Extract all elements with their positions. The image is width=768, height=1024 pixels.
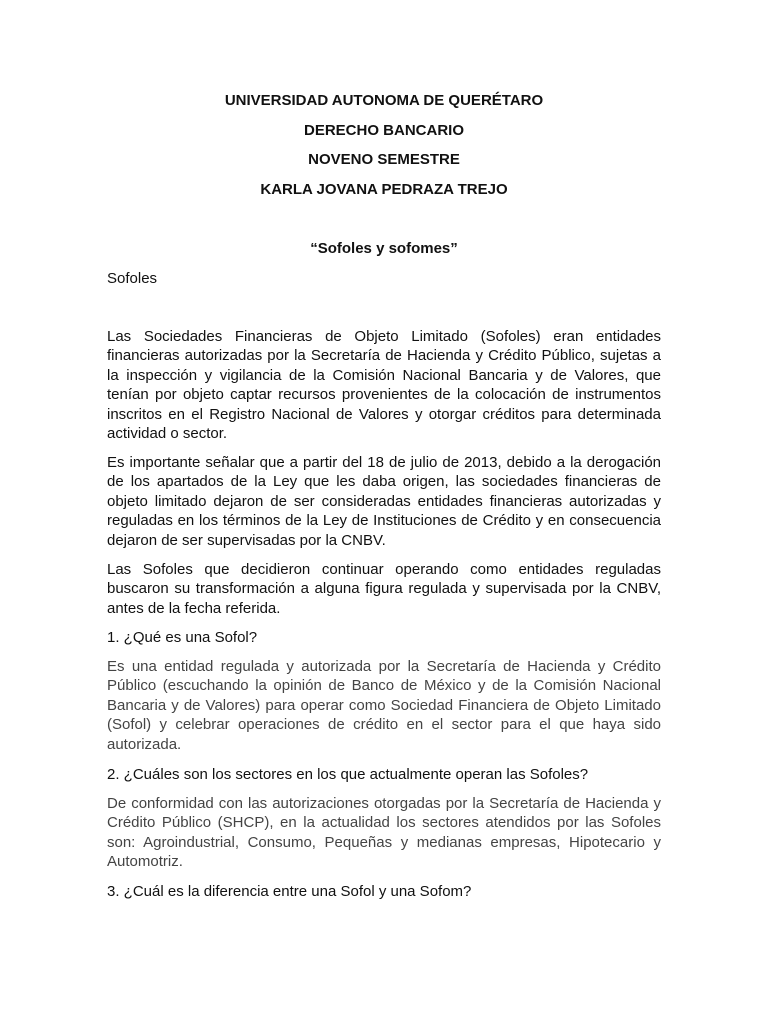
paragraph-1: Las Sociedades Financieras de Objeto Limitado (Sofoles) eran entidades financieras autorizadas por la Secretaría de Hacienda y Crédito Público, sujetas a la inspección y vigilancia de la Comisión Nacional Bancaria y de Valores, que tenían por objeto captar recursos provenientes de la colocación de instrumentos inscritos en el Registro Nacional de Valores y otorgar créditos para determinada actividad o sector. <box>107 328 661 443</box>
answer-1: Es una entidad regulada y autorizada por la Secretaría de Hacienda y Crédito Público (escuchando la opinión de Banco de México y de la Comisión Nacional Bancaria y de Valores) para operar como Sociedad Financiera de Objeto Limitado (Sofol) y celebrar operaciones de crédito en el sector para el que haya sido autorizada. <box>107 658 661 753</box>
author-name: KARLA JOVANA PEDRAZA TREJO <box>260 181 508 198</box>
paragraph-3: Las Sofoles que decidieron continuar operando como entidades reguladas buscaron su transformación a alguna figura regulada y supervisada por la CNBV, antes de la fecha referida. <box>107 561 661 617</box>
semester: NOVENO SEMESTRE <box>308 151 460 168</box>
section-heading: Sofoles <box>107 270 158 287</box>
question-2: 2. ¿Cuáles son los sectores en los que actualmente operan las Sofoles? <box>107 766 589 783</box>
question-3: 3. ¿Cuál es la diferencia entre una Sofol y una Sofom? <box>107 883 472 900</box>
paragraph-2: Es importante señalar que a partir del 18 de julio de 2013, debido a la derogación de los apartados de la Ley que les daba origen, las sociedades financieras de objeto limitado dejaron de ser consideradas entidades financieras autorizadas y reguladas en los términos de la Ley de Instituciones de Crédito y en consecuencia dejaron de ser supervisadas por la CNBV. <box>107 454 661 549</box>
question-1: 1. ¿Qué es una Sofol? <box>107 629 258 646</box>
university-name: UNIVERSIDAD AUTONOMA DE QUERÉTARO <box>224 92 544 109</box>
document-title: “Sofoles y sofomes” <box>310 240 458 257</box>
course-name: DERECHO BANCARIO <box>303 122 464 139</box>
answer-2: De conformidad con las autorizaciones otorgadas por la Secretaría de Hacienda y Crédito Público (SHCP), en la actualidad los sectores atendidos por las Sofoles son: Agroindustrial, Consumo, Pequeñas y medianas empresas, Hipotecario y Automotriz. <box>107 795 661 871</box>
